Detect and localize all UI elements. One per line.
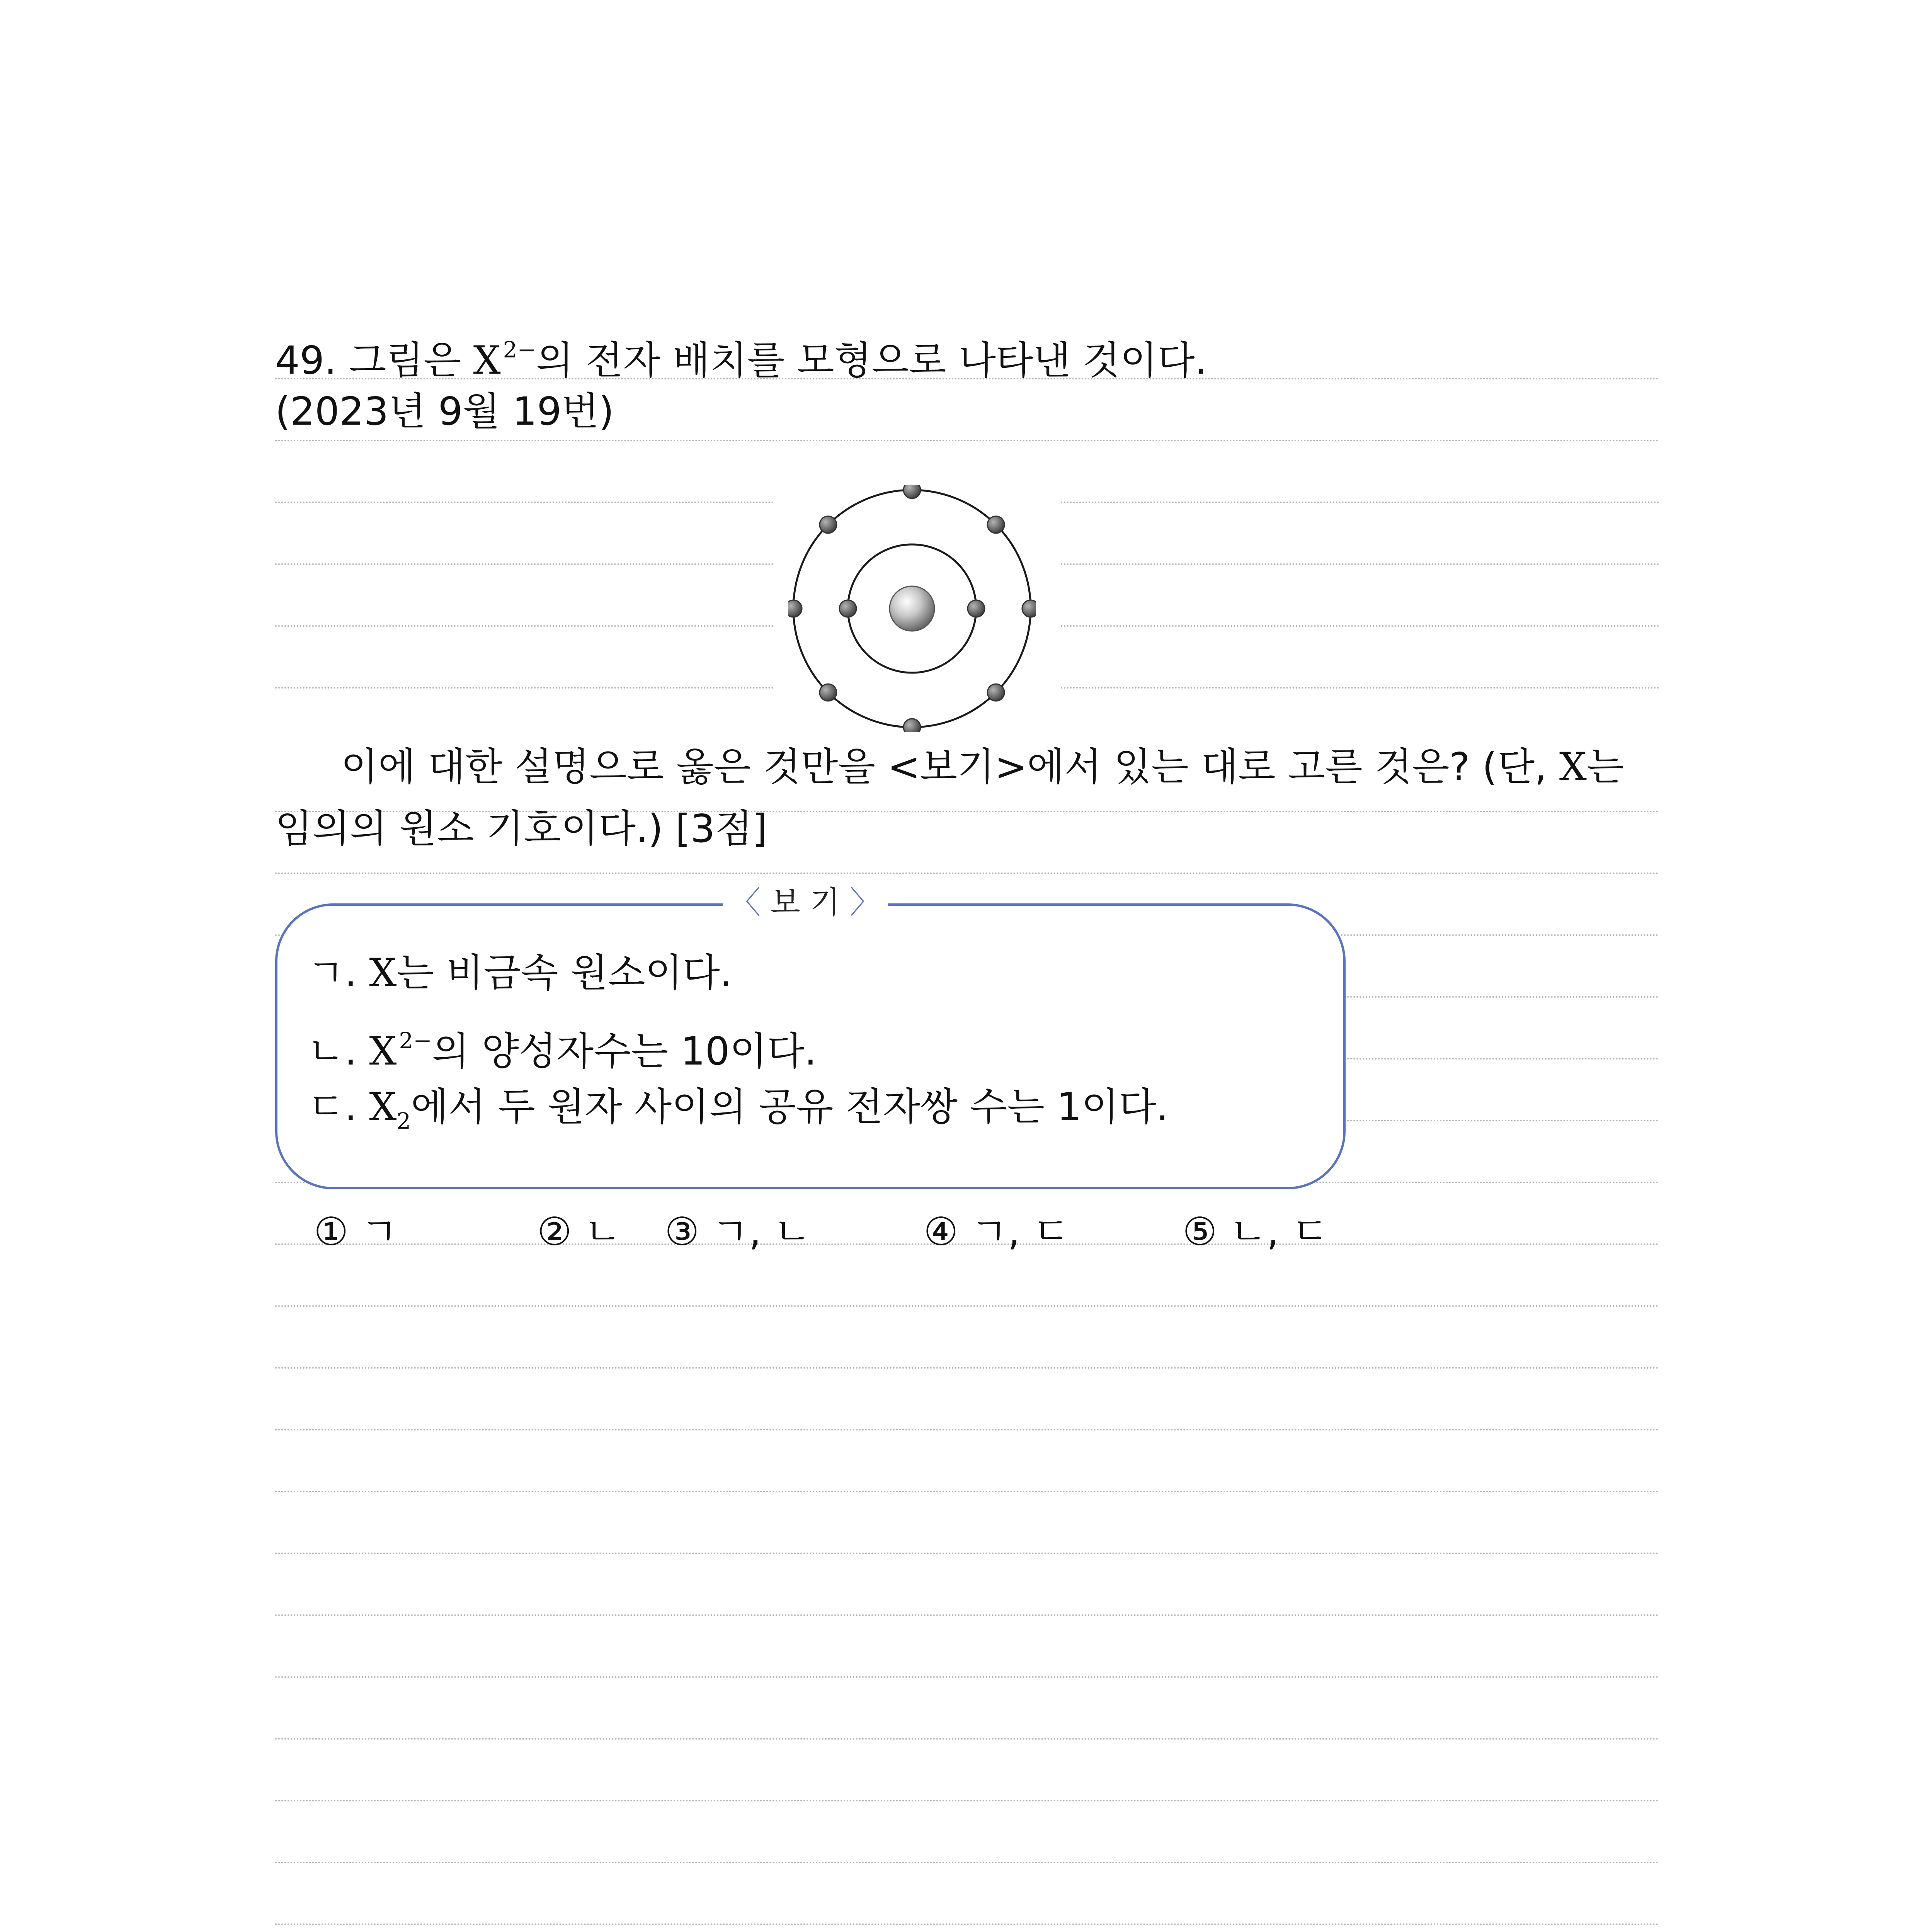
ion-charge: 2−: [503, 337, 536, 363]
question-number: 49.: [275, 338, 337, 383]
electron: [1022, 600, 1036, 617]
element-symbol: X: [369, 1084, 397, 1129]
rule-line: [1061, 687, 1659, 689]
rule-line: [275, 1800, 1659, 1801]
bogi-item: [307, 1080, 1168, 1148]
prompt-text-a: 이에 대한 설명으로 옳은 것만을 <보기>에서 있는 대로 고른 것은? (단,: [341, 744, 1547, 789]
bogi-item: [307, 1014, 817, 1078]
bogi-item: [307, 946, 732, 1000]
rule-line: [275, 563, 774, 565]
prompt-line-1: [275, 740, 1624, 794]
question-text-a: 그림은: [349, 338, 461, 383]
electron: [987, 516, 1004, 533]
bogi-title-text: 보 기: [770, 884, 840, 920]
electron: [987, 684, 1004, 701]
electron: [904, 719, 921, 732]
question-title: [275, 323, 1207, 388]
choice-3[interactable]: ③ ㄱ, ㄴ: [665, 1209, 811, 1254]
choice-5[interactable]: ⑤ ㄴ, ㄷ: [1183, 1209, 1329, 1254]
rule-line: [275, 1614, 1659, 1616]
prompt-line-2: 임의의 원소 기호이다.) [3점]: [275, 806, 767, 851]
rule-line: [275, 1305, 1659, 1307]
rule-line: [275, 872, 1659, 874]
electron: [839, 600, 856, 617]
rule-line: [275, 1738, 1659, 1740]
rule-line: [275, 1676, 1659, 1678]
rule-line: [1061, 563, 1659, 565]
rule-line: [275, 687, 774, 689]
choice-2[interactable]: ② ㄴ: [537, 1209, 622, 1254]
nucleus: [890, 586, 934, 631]
element-symbol: X: [369, 950, 397, 995]
rule-line: [275, 1429, 1659, 1430]
rule-line: [275, 1923, 1659, 1925]
question-text-b: 의 전자 배치를 모형으로 나타낸 것이다.: [536, 338, 1207, 383]
rule-line: [275, 502, 774, 503]
choice-4[interactable]: ④ ㄱ, ㄷ: [924, 1209, 1070, 1254]
bogi-item-text: 의 양성자수는 10이다.: [432, 1029, 817, 1074]
bogi-title: [723, 883, 888, 922]
electron: [820, 516, 837, 533]
rule-line: [275, 1862, 1659, 1863]
question-source: (2023년 9월 19번): [275, 389, 614, 434]
electron: [968, 600, 985, 617]
rule-line: [275, 440, 1659, 441]
electron: [820, 684, 837, 701]
electron-configuration-figure: [788, 485, 1036, 732]
ion-charge: 2−: [399, 1027, 432, 1054]
bogi-item-text: 에서 두 원자 사이의 공유 전자쌍 수는 1이다.: [411, 1084, 1169, 1129]
rule-line: [275, 1553, 1659, 1554]
bogi-item-label: ㄷ.: [307, 1084, 357, 1129]
prompt-text-b: 는: [1586, 744, 1624, 789]
bogi-title-right: 〉: [849, 884, 881, 920]
rule-line: [1061, 625, 1659, 627]
element-symbol: X: [369, 1029, 397, 1074]
element-symbol: X: [1559, 744, 1587, 789]
bogi-item-text: 는 비금속 원소이다.: [396, 950, 732, 995]
electron: [788, 600, 802, 617]
rule-line: [275, 1491, 1659, 1492]
bogi-item-label: ㄴ.: [307, 1029, 357, 1074]
subscript: 2: [396, 1108, 411, 1134]
electron: [904, 485, 921, 498]
rule-line: [275, 625, 774, 627]
bogi-item-label: ㄱ.: [307, 950, 357, 995]
rule-line: [1061, 502, 1659, 503]
choice-1[interactable]: ① ㄱ: [314, 1209, 398, 1254]
bogi-title-left: 〈: [730, 884, 761, 920]
element-symbol: X: [473, 338, 501, 383]
rule-line: [275, 1367, 1659, 1369]
